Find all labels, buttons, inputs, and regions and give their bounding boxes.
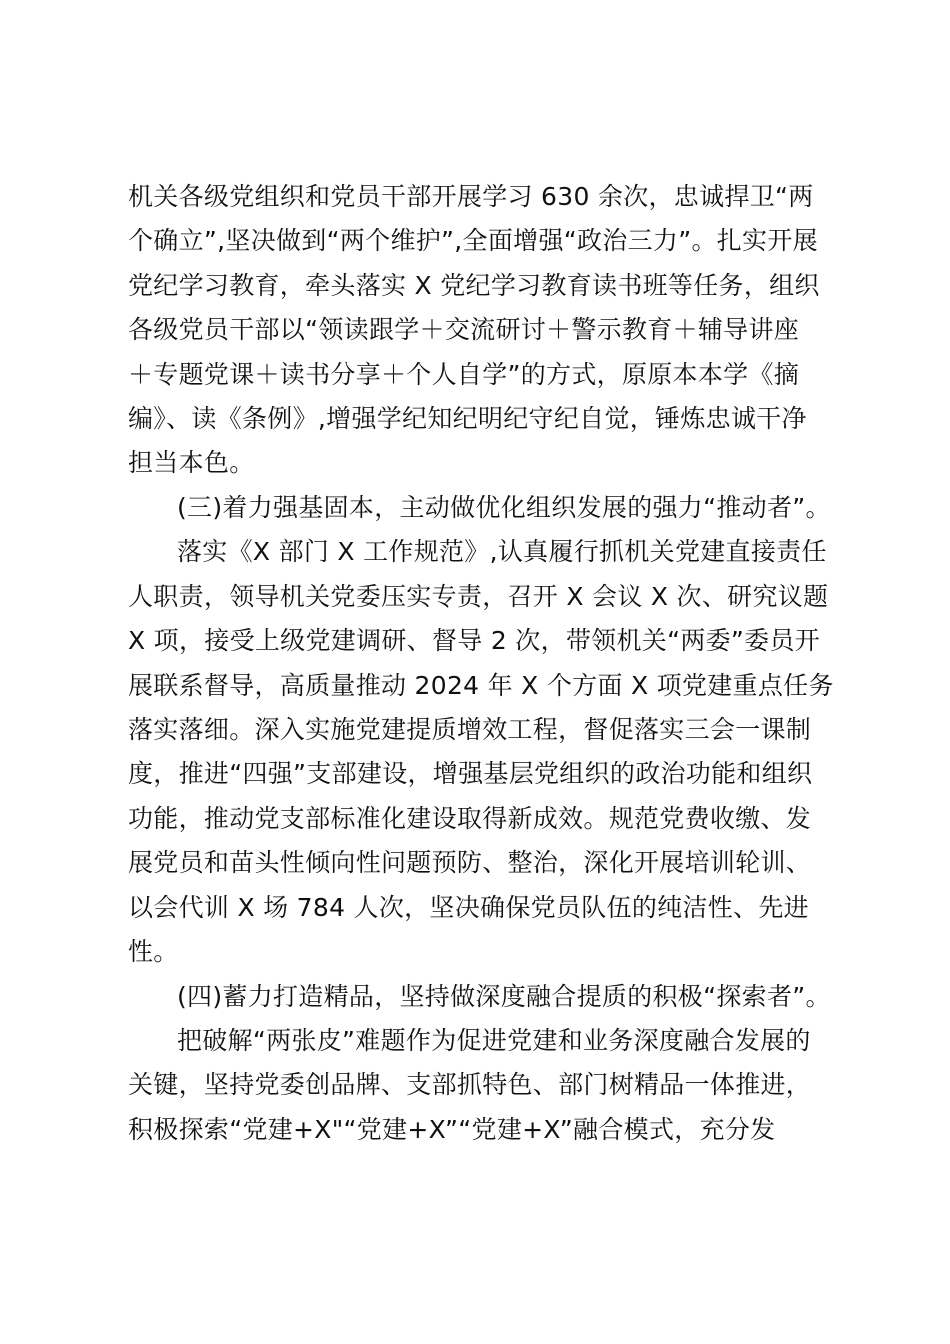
text-line: 编》、读《条例》,增强学纪知纪明纪守纪自觉，锤炼忠诚干净	[128, 404, 807, 433]
text-line: 性。	[128, 937, 179, 966]
text-line: 落实《X 部门 X 工作规范》,认真履行抓机关党建直接责任	[177, 537, 827, 566]
text-line: 展联系督导，高质量推动 2024 年 X 个方面 X 项党建重点任务	[128, 671, 834, 700]
text-line: 机关各级党组织和党员干部开展学习 630 余次，忠诚捍卫“两	[128, 182, 814, 211]
text-line: 落实落细。深入实施党建提质增效工程，督促落实三会一课制	[128, 715, 812, 744]
text-line: ＋专题党课＋读书分享＋个人自学”的方式，原原本本学《摘	[128, 360, 800, 389]
section-heading-three: (三)着力强基固本，主动做优化组织发展的强力“推动者”。	[177, 493, 831, 522]
text-line: 党纪学习教育，牵头落实 X 党纪学习教育读书班等任务，组织	[128, 271, 820, 300]
text-line: 展党员和苗头性倾向性问题预防、整治，深化开展培训轮训、	[128, 848, 812, 877]
text-line: 以会代训 X 场 784 人次，坚决确保党员队伍的纯洁性、先进	[128, 893, 809, 922]
text-line: 功能，推动党支部标准化建设取得新成效。规范党费收缴、发	[128, 804, 812, 833]
section-heading-four: (四)蓄力打造精品，坚持做深度融合提质的积极“探索者”。	[177, 982, 831, 1011]
text-line: 担当本色。	[128, 448, 255, 477]
text-line: 把破解“两张皮”难题作为促进党建和业务深度融合发展的	[177, 1026, 811, 1055]
text-line: 个确立”,坚决做到“两个维护”,全面增强“政治三力”。扎实开展	[128, 226, 818, 255]
text-line: 积极探索“党建+X"“党建+X”“党建+X”融合模式，充分发	[128, 1115, 776, 1144]
text-line: X 项，接受上级党建调研、督导 2 次，带领机关“两委”委员开	[128, 626, 821, 655]
text-line: 各级党员干部以“领读跟学＋交流研讨＋警示教育＋辅导讲座	[128, 315, 800, 344]
text-line: 度，推进“四强”支部建设，增强基层党组织的政治功能和组织	[128, 759, 813, 788]
text-line: 人职责，领导机关党委压实专责，召开 X 会议 X 次、研究议题	[128, 582, 829, 611]
text-line: 关键，坚持党委创品牌、支部抓特色、部门树精品一体推进，	[128, 1070, 812, 1099]
